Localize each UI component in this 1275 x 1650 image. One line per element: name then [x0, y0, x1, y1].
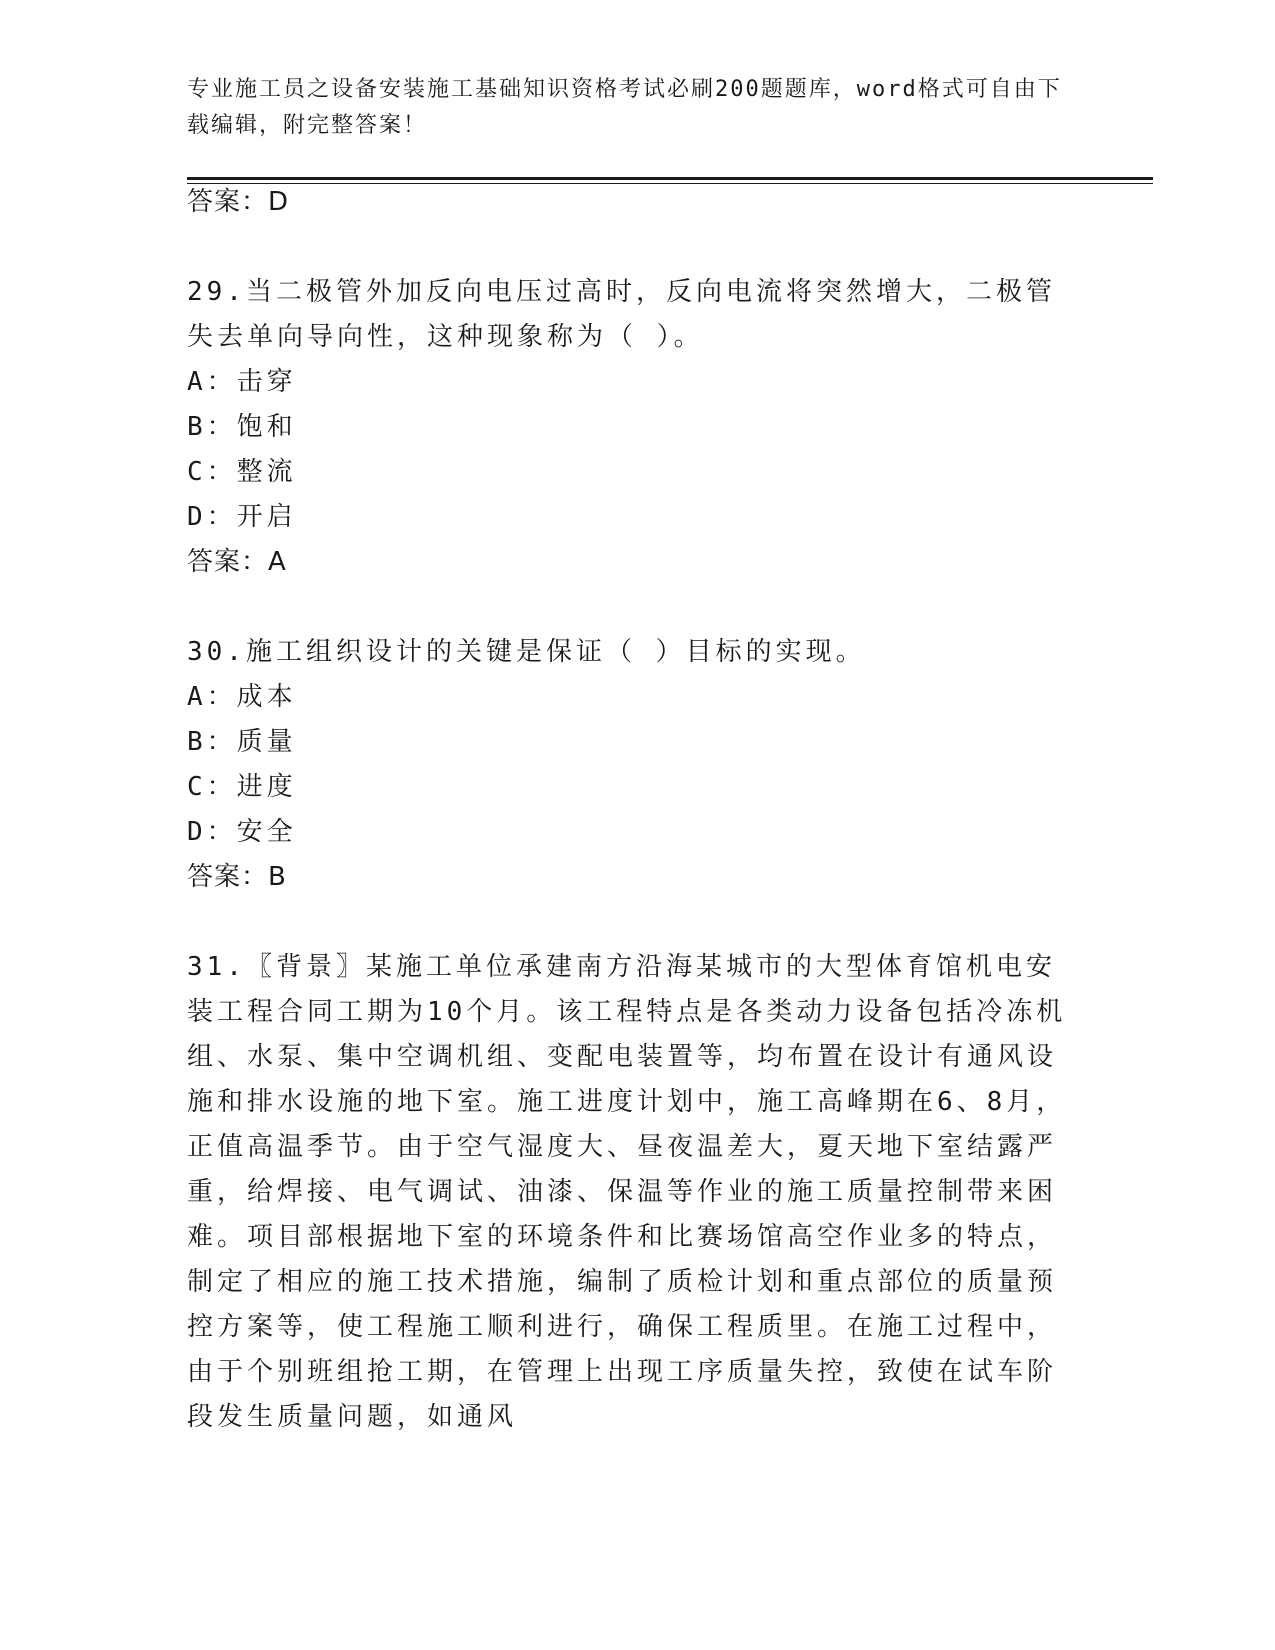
option-b: B：质量 — [187, 727, 297, 757]
option-c: C：进度 — [187, 772, 297, 802]
option-b: B：饱和 — [187, 412, 297, 442]
question-stem: 30.施工组织设计的关键是保证（ ）目标的实现。 — [187, 637, 866, 667]
answer-line: 答案：B — [187, 862, 287, 892]
question-stem: 31.〖背景〗某施工单位承建南方沿海某城市的大型体育馆机电安装工程合同工期为10个月。该工程特点是各类动力设备包括冷冻机组、水泵、集中空调机组、变配电装置等，均布置在设计有通风设施和排水设施的地下室。施工进度计划中，施工高峰期在6、8月，正值高温季节。由于空气湿度大、昼夜温差大，夏天地下室结露严重，给焊接、电气调试、油漆、保温等作业的施工质量控制带来困难。项目部根据地下室的环境条件和比赛场馆高空作业多的特点，制定了相应的施工技术措施，编制了质检计划和重点部位的质量预控方案等，使工程施工顺利进行，确保工程质里。在施工过程中，由于个别班组抢工期，在管理上出现工序质量失控，致使在试车阶段发生质量问题，如通风 — [187, 952, 1067, 1432]
spacer — [187, 900, 1067, 945]
answer-line: 答案：A — [187, 547, 287, 577]
answer-line: 答案：D — [187, 187, 290, 217]
document-body — [187, 180, 1067, 1440]
option-a: A：成本 — [187, 682, 297, 712]
question-stem: 29.当二极管外加反向电压过高时，反向电流将突然增大，二极管失去单向导向性，这种现象称为（ ）。 — [187, 277, 1056, 352]
option-c: C：整流 — [187, 457, 297, 487]
option-d: D：安全 — [187, 817, 297, 847]
option-a: A：击穿 — [187, 367, 297, 397]
spacer — [187, 225, 1067, 270]
spacer — [187, 585, 1067, 630]
page-header: 专业施工员之设备安装施工基础知识资格考试必刷200题题库，word格式可自由下载编辑，附完整答案！ — [187, 77, 1062, 138]
option-d: D：开启 — [187, 502, 297, 532]
